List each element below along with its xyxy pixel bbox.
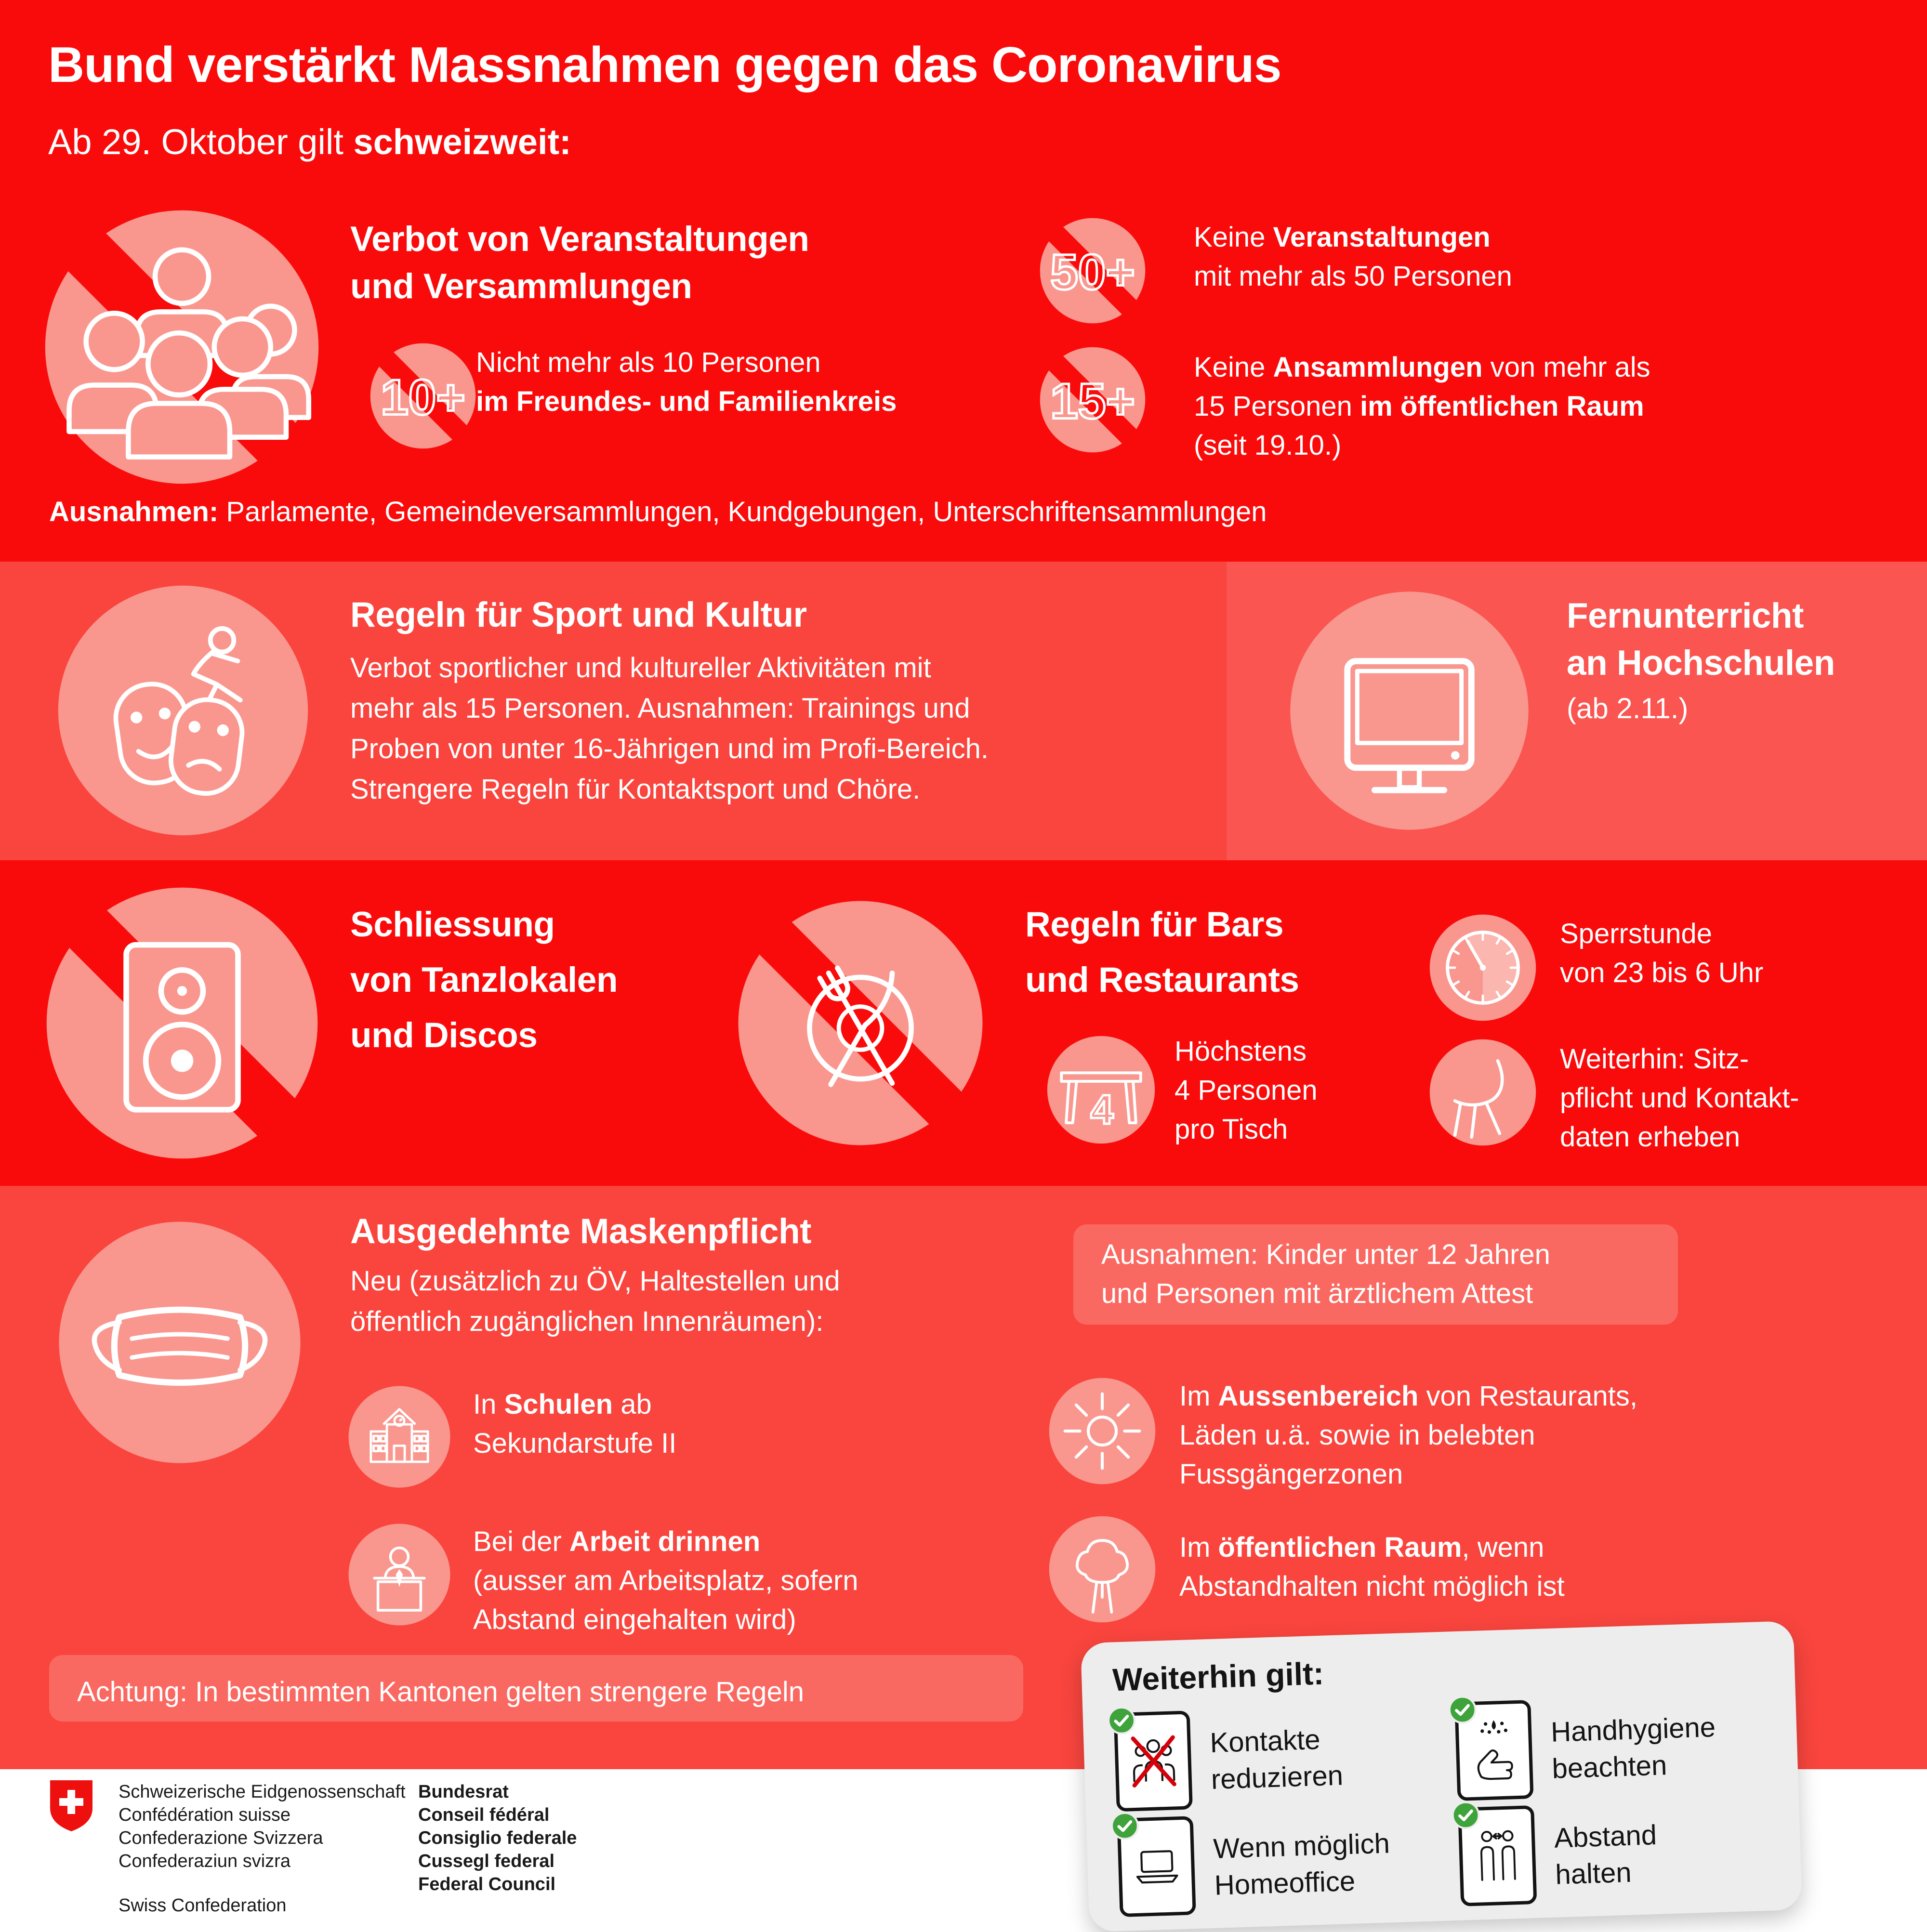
limit-50-text <box>1194 218 1512 296</box>
limit-15-l1a: Keine <box>1194 352 1273 383</box>
page-subtitle <box>48 121 571 162</box>
confed-l2: Confédération suisse <box>119 1803 406 1827</box>
curfew-text <box>1560 914 1763 992</box>
tree-public-space-icon <box>1046 1513 1158 1625</box>
svg-text:4: 4 <box>1090 1087 1113 1133</box>
svg-text:50+: 50+ <box>1050 244 1135 300</box>
clock-curfew-icon <box>1427 912 1539 1024</box>
monitor-icon <box>1285 587 1533 835</box>
table-limit-l2: 4 Personen <box>1175 1071 1318 1110</box>
swiss-shield-logo <box>48 1778 94 1834</box>
hand-hygiene-l2: beachten <box>1551 1746 1717 1787</box>
remote-date: (ab 2.11.) <box>1567 692 1835 725</box>
outdoor-l1c: von Restaurants, <box>1418 1380 1637 1412</box>
keep-distance-l1: Abstand <box>1554 1817 1657 1857</box>
limit-50-regular: Keine <box>1194 222 1273 253</box>
events-heading-line2: und Versammlungen <box>350 263 809 310</box>
clubs-heading-l2: von Tanzlokalen <box>350 952 618 1008</box>
limit-15-l2b: im öffentlichen Raum <box>1360 391 1644 422</box>
swiss-confederation-label: Swiss Confederation <box>119 1894 406 1917</box>
check-icon <box>1107 1706 1136 1735</box>
events-heading <box>350 216 809 310</box>
work-l2: (ausser am Arbeitsplatz, sofern <box>473 1561 858 1600</box>
table-limit-text <box>1175 1032 1318 1149</box>
remote-heading-l2: an Hochschulen <box>1567 640 1835 687</box>
limit-15-text <box>1194 348 1650 465</box>
mask-exceptions-text <box>1101 1235 1550 1313</box>
council-l4: Cussegl federal <box>418 1850 577 1873</box>
school-building-icon <box>346 1383 453 1490</box>
seating-l3: daten erheben <box>1560 1117 1799 1157</box>
sport-body-l2: mehr als 15 Personen. Ausnahmen: Trainings und <box>350 688 989 729</box>
council-l2: Conseil fédéral <box>418 1803 577 1827</box>
outdoor-mask-text <box>1179 1377 1637 1494</box>
subtitle-regular: Ab 29. Oktober gilt <box>48 122 353 162</box>
sport-heading: Regeln für Sport und Kultur <box>350 591 807 639</box>
mask-exceptions-badge <box>1073 1224 1678 1325</box>
reduce-contacts-tile <box>1114 1710 1193 1812</box>
school-text <box>473 1385 676 1463</box>
exceptions-label: Ausnahmen: <box>49 496 218 527</box>
school-l2: Sekundarstufe II <box>473 1424 676 1463</box>
reduce-contacts-l1: Kontakte <box>1209 1721 1342 1761</box>
outdoor-l3: Fussgängerzonen <box>1179 1455 1637 1494</box>
person-at-lectern-icon <box>346 1521 453 1628</box>
limit-10-line2: im Freundes- und Familienkreis <box>476 382 897 421</box>
ongoing-rules-heading: Weiterhin gilt: <box>1112 1655 1324 1698</box>
council-l3: Consiglio federale <box>418 1827 577 1850</box>
sport-body-l4: Strengere Regeln für Kontaktsport und Chöre. <box>350 769 989 810</box>
limit-50-badge-icon <box>1037 215 1148 326</box>
reduce-contacts-label <box>1209 1721 1344 1798</box>
reduce-contacts-l2: reduzieren <box>1211 1757 1344 1798</box>
check-icon <box>1448 1695 1477 1724</box>
hand-hygiene-tile <box>1454 1700 1533 1801</box>
confed-l4: Confederaziun svizra <box>119 1850 406 1873</box>
public-l2: Abstandhalten nicht möglich ist <box>1179 1567 1565 1606</box>
limit-15-l2a: 15 Personen <box>1194 391 1360 422</box>
crowd-prohibition-icon <box>41 206 323 488</box>
seating-l1: Weiterhin: Sitz- <box>1560 1039 1799 1078</box>
curfew-l1: Sperrstunde <box>1560 914 1763 953</box>
federal-council-text <box>418 1780 577 1896</box>
limit-15-badge-icon <box>1037 344 1148 455</box>
work-l3: Abstand eingehalten wird) <box>473 1600 858 1639</box>
limit-50-line2: mit mehr als 50 Personen <box>1194 257 1512 296</box>
homeoffice-tile <box>1117 1816 1196 1917</box>
limit-15-l3: (seit 19.10.) <box>1194 426 1650 465</box>
work-l1a: Bei der <box>473 1526 569 1557</box>
mask-intro-l1: Neu (zusätzlich zu ÖV, Haltestellen und <box>350 1261 840 1301</box>
events-exceptions <box>49 492 1267 531</box>
work-indoors-text <box>473 1522 858 1639</box>
bars-heading-l1: Regeln für Bars <box>1025 897 1299 952</box>
school-l1a: In <box>473 1389 504 1420</box>
page-title: Bund verstärkt Massnahmen gegen das Coronavirus <box>48 37 1281 94</box>
ongoing-rules-card <box>1081 1621 1802 1932</box>
events-heading-line1: Verbot von Veranstaltungen <box>350 216 809 263</box>
cantons-warning-badge <box>49 1655 1023 1722</box>
hand-hygiene-label <box>1550 1709 1717 1787</box>
council-l1: Bundesrat <box>418 1780 577 1803</box>
outdoor-l1b: Aussenbereich <box>1218 1380 1419 1412</box>
clubs-heading <box>350 897 618 1063</box>
outdoor-l2: Läden u.ä. sowie in belebten <box>1179 1416 1637 1455</box>
sport-body-l1: Verbot sportlicher und kultureller Aktivitäten mit <box>350 648 989 688</box>
council-l5: Federal Council <box>418 1873 577 1896</box>
speaker-prohibition-icon <box>42 883 322 1163</box>
subtitle-bold: schweizweit: <box>353 122 571 162</box>
theater-masks-sport-icon <box>53 580 313 841</box>
remote-heading-l1: Fernunterricht <box>1567 592 1835 640</box>
sport-body-l3: Proben von unter 16-Jährigen und im Profi-Bereich. <box>350 729 989 769</box>
svg-text:15+: 15+ <box>1050 373 1135 429</box>
mask-intro <box>350 1261 840 1342</box>
public-space-text <box>1179 1528 1565 1606</box>
homeoffice-l2: Homeoffice <box>1214 1862 1392 1904</box>
limit-10-text <box>476 343 897 421</box>
confed-l3: Confederazione Svizzera <box>119 1827 406 1850</box>
face-mask-icon <box>54 1217 305 1468</box>
check-icon <box>1452 1801 1480 1830</box>
clubs-heading-l3: und Discos <box>350 1008 618 1063</box>
mask-exceptions-l2: und Personen mit ärztlichem Attest <box>1101 1274 1550 1313</box>
exceptions-text: Parlamente, Gemeindeversammlungen, Kundgebungen, Unterschriftensammlungen <box>218 496 1267 527</box>
public-l1b: öffentlichen Raum <box>1218 1532 1462 1563</box>
homeoffice-label <box>1213 1825 1391 1904</box>
seating-l2: pflicht und Kontakt- <box>1560 1078 1799 1117</box>
work-l1b: Arbeit drinnen <box>569 1526 760 1557</box>
bars-heading <box>1025 897 1299 1008</box>
check-icon <box>1110 1812 1139 1840</box>
limit-15-l1b: Ansammlungen <box>1273 352 1482 383</box>
table-limit-l1: Höchstens <box>1175 1032 1318 1071</box>
bars-heading-l2: und Restaurants <box>1025 952 1299 1008</box>
hand-hygiene-l1: Handhygiene <box>1550 1709 1716 1751</box>
school-l1b: Schulen <box>504 1389 613 1420</box>
chair-seating-icon <box>1427 1037 1539 1148</box>
public-l1c: , wenn <box>1462 1532 1544 1563</box>
keep-distance-l2: halten <box>1555 1853 1658 1893</box>
table-4-persons-icon <box>1044 1033 1158 1146</box>
table-limit-l3: pro Tisch <box>1175 1110 1318 1149</box>
plate-cutlery-prohibition-icon <box>733 896 988 1150</box>
svg-text:10+: 10+ <box>381 369 465 425</box>
keep-distance-tile <box>1458 1805 1537 1906</box>
curfew-l2: von 23 bis 6 Uhr <box>1560 953 1763 992</box>
public-l1a: Im <box>1179 1532 1218 1563</box>
keep-distance-label <box>1554 1817 1658 1893</box>
limit-10-badge-icon <box>368 341 478 451</box>
remote-teaching-heading <box>1567 592 1835 725</box>
school-l1c: ab <box>613 1389 652 1420</box>
seating-contact-text <box>1560 1039 1799 1157</box>
clubs-heading-l1: Schliessung <box>350 897 618 952</box>
confederation-text <box>119 1780 406 1917</box>
homeoffice-l1: Wenn möglich <box>1213 1825 1390 1867</box>
mask-intro-l2: öffentlich zugänglichen Innenräumen): <box>350 1301 840 1342</box>
mask-exceptions-l1: Ausnahmen: Kinder unter 12 Jahren <box>1101 1235 1550 1274</box>
limit-50-bold: Veranstaltungen <box>1273 222 1490 253</box>
cantons-warning-text: Achtung: In bestimmten Kantonen gelten strengere Regeln <box>77 1672 804 1711</box>
sport-body <box>350 648 989 810</box>
outdoor-l1a: Im <box>1179 1380 1218 1412</box>
sun-outdoor-icon <box>1046 1375 1158 1487</box>
limit-10-line1: Nicht mehr als 10 Personen <box>476 343 897 382</box>
mask-heading: Ausgedehnte Maskenpflicht <box>350 1208 811 1255</box>
limit-15-l1c: von mehr als <box>1483 352 1650 383</box>
confed-l1: Schweizerische Eidgenossenschaft <box>119 1780 406 1803</box>
